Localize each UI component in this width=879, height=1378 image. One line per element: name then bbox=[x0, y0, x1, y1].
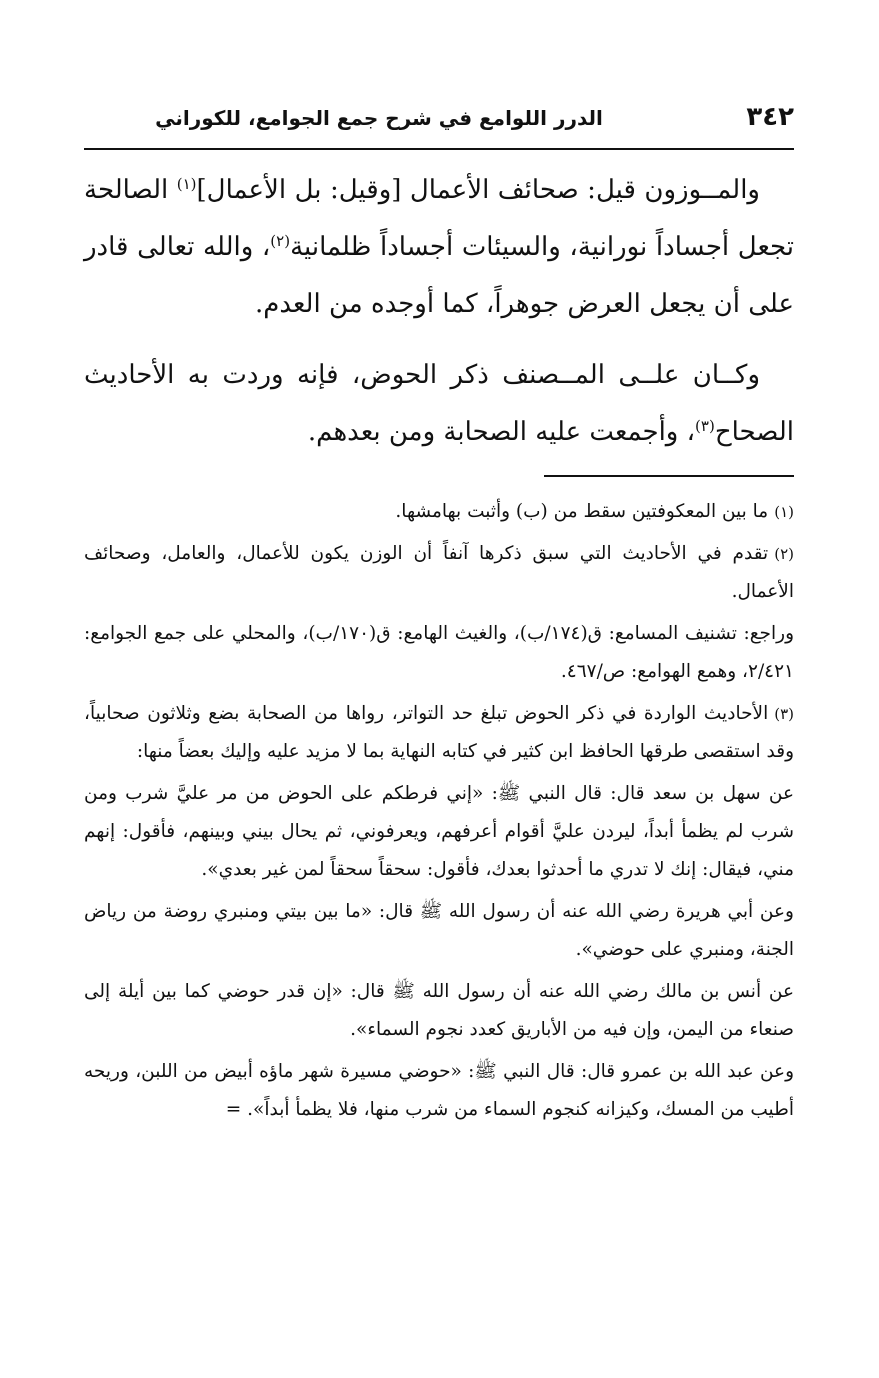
footnote-1 bbox=[84, 493, 794, 531]
footnote-3 bbox=[84, 695, 794, 771]
paragraph-text: وكــان علــى المــصنف ذكر الحوض، فإنه وردت به الأحاديث الصحاح bbox=[84, 360, 794, 447]
footnote-number: (٣) bbox=[774, 705, 794, 723]
paragraph-text: ، وأجمعت عليه الصحابة ومن بعدهم. bbox=[307, 417, 696, 447]
footnote-text: ما بين المعكوفتين سقط من (ب) وأثبت بهامشها. bbox=[395, 501, 769, 522]
footnote-2-references: وراجع: تشنيف المسامع: ق(١٧٤/ب)، والغيث الهامع: ق(١٧٠/ب)، والمحلي على جمع الجوامع: ٢/٤٢١، وهمع الهوامع: ص/٤٦٧. bbox=[84, 623, 794, 682]
hadith-abu-hurayrah: وعن أبي هريرة رضي الله عنه أن رسول الله ﷺ قال: «ما بين بيتي ومنبري روضة من رياض الجنة، ومنبري على حوضي». bbox=[84, 901, 794, 960]
footnote-number: (٢) bbox=[774, 545, 794, 563]
paragraph-text: والمــوزون قيل: صحائف الأعمال [وقيل: بل الأعمال] bbox=[196, 175, 760, 205]
hadith-abdullah-ibn-amr: وعن عبد الله بن عمرو قال: قال النبي ﷺ: «حوضي مسيرة شهر ماؤه أبيض من اللبن، وريحه أطيب من المسك، وكيزانه كنجوم السماء من شرب منها، فلا يظمأ أبداً». = bbox=[84, 1061, 794, 1120]
page-number: ٣٤٢ bbox=[746, 102, 794, 132]
footnote-ref-3[interactable]: (٣) bbox=[695, 417, 715, 435]
footnote-separator bbox=[544, 475, 794, 477]
footnote-text: الأحاديث الواردة في ذكر الحوض تبلغ حد التواتر، رواها من الصحابة بضع وثلاثون صحابياً، وقد استقصى طرقها الحافظ ابن كثير في كتابه النهاية بما لا مزيد عليه وإليك بعضاً منها: bbox=[84, 703, 794, 762]
hadith-sahl-ibn-saad: عن سهل بن سعد قال: قال النبي ﷺ: «إني فرطكم على الحوض من مر عليَّ شرب ومن شرب لم يظمأ أبداً، ليردن عليَّ أقوام أعرفهم، ويعرفوني، ثم يحال بيني وبينهم، فأقول: إنهم مني، فيقال: إنك لا تدري ما أحدثوا بعدك، فأقول: سحقاً سحقاً لمن غير بعدي». bbox=[84, 783, 794, 880]
running-header bbox=[84, 96, 794, 150]
book-page bbox=[84, 96, 794, 1133]
footnote-2 bbox=[84, 535, 794, 611]
paragraph-hawd bbox=[84, 347, 794, 461]
paragraph-mizan bbox=[84, 162, 794, 333]
paragraph-text: ، والله تعالى قادر على أن يجعل العرض جوهراً، كما أوجده من العدم. bbox=[84, 232, 794, 319]
footnote-text: تقدم في الأحاديث التي سبق ذكرها آنفاً أن الوزن يكون للأعمال، والعامل، وصحائف الأعمال. bbox=[84, 543, 794, 602]
footnote-ref-1[interactable]: (١) bbox=[176, 175, 197, 193]
footnote-number: (١) bbox=[774, 503, 794, 521]
footnotes bbox=[84, 493, 794, 1129]
paragraph-text: الصالحة تجعل أجساداً نورانية، والسيئات أجساداً ظلمانية bbox=[84, 175, 794, 262]
hadith-anas-ibn-malik: عن أنس بن مالك رضي الله عنه أن رسول الله ﷺ قال: «إن قدر حوضي كما بين أيلة إلى صنعاء من اليمن، وإن فيه من الأباريق كعدد نجوم السماء». bbox=[84, 981, 794, 1040]
main-text bbox=[84, 162, 794, 461]
book-title: الدرر اللوامع في شرح جمع الجوامع، للكوراني bbox=[155, 106, 603, 130]
footnote-ref-2[interactable]: (٢) bbox=[270, 232, 291, 250]
